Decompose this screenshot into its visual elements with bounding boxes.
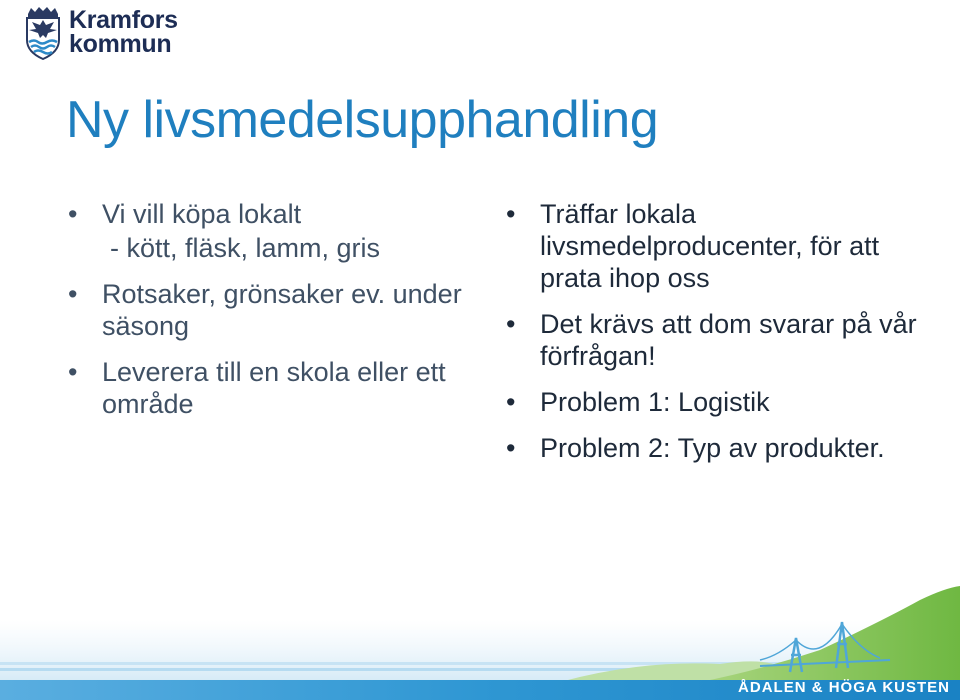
bullet-icon: •	[68, 199, 78, 229]
right-bullet-list	[506, 198, 926, 478]
bullet-icon: •	[506, 309, 516, 339]
list-item-text: - kött, fläsk, lamm, gris	[110, 233, 381, 263]
list-item	[68, 356, 478, 420]
slide-title: Ny livsmedelsupphandling	[66, 91, 659, 149]
list-item	[68, 198, 478, 230]
list-item-text: Problem 1: Logistik	[540, 387, 770, 417]
list-subitem	[68, 232, 478, 264]
list-item-text: Rotsaker, grönsaker ev. under säsong	[102, 279, 462, 341]
left-bullet-list	[68, 198, 478, 434]
list-item-text: Träffar lokala livsmedelproducenter, för att prata ihop oss	[540, 199, 880, 293]
list-item	[68, 278, 478, 342]
list-item-text: Leverera till en skola eller ett område	[102, 357, 446, 419]
bullet-icon: •	[506, 199, 516, 229]
list-item	[506, 308, 926, 372]
footer-tagline: ÅDALEN & HÖGA KUSTEN	[738, 679, 950, 696]
bullet-icon: •	[68, 279, 78, 309]
bullet-icon: •	[68, 357, 78, 387]
footer-banner	[0, 560, 960, 700]
list-item	[506, 432, 926, 464]
list-item	[506, 198, 926, 294]
logo-line-1: Kramfors	[69, 6, 178, 34]
logo-wordmark	[69, 8, 178, 56]
bullet-icon: •	[506, 387, 516, 417]
list-item	[506, 386, 926, 418]
kramfors-logo	[24, 6, 178, 60]
bullet-icon: •	[506, 433, 516, 463]
list-item-text: Problem 2: Typ av produkter.	[540, 433, 885, 463]
list-item-text: Det krävs att dom svarar på vår förfrågan!	[540, 309, 917, 371]
coat-of-arms-icon	[24, 6, 62, 60]
list-item-text: Vi vill köpa lokalt	[102, 199, 302, 229]
logo-line-2: kommun	[69, 30, 172, 58]
